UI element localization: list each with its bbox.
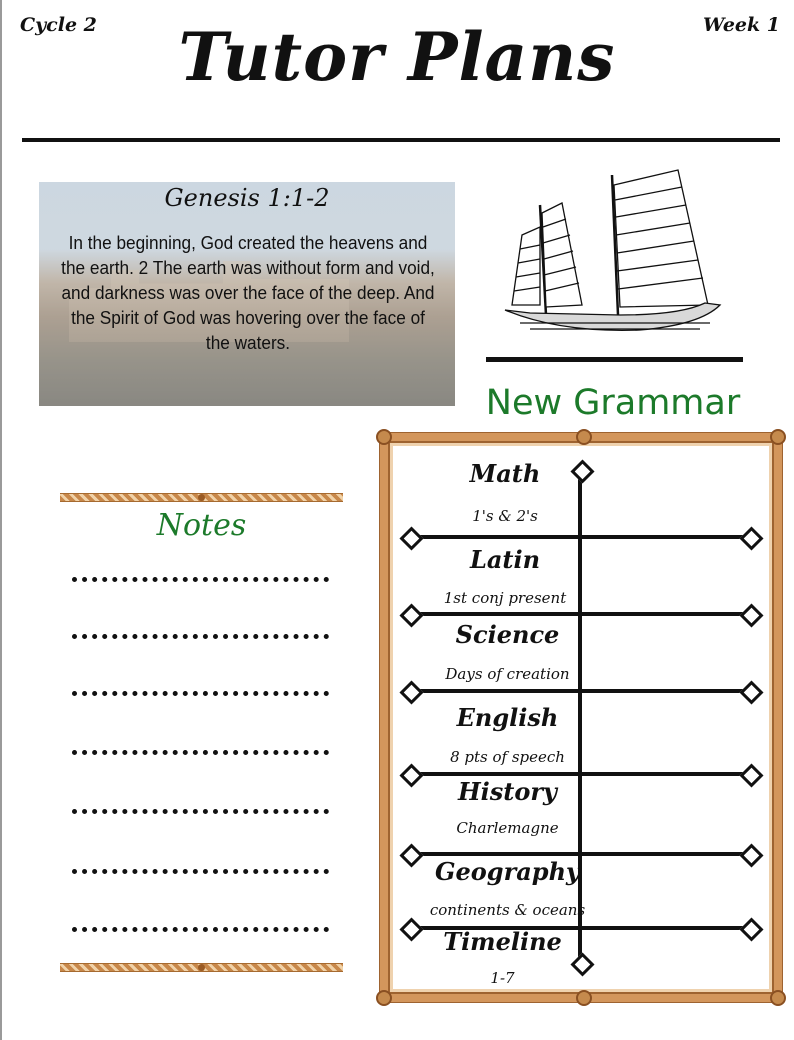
topic-history: Charlemagne <box>456 819 559 837</box>
verse-reference: Genesis 1:1-2 <box>164 184 330 212</box>
subject-math: Math <box>469 459 541 488</box>
page-title: Tutor Plans <box>178 18 616 96</box>
note-line[interactable] <box>72 634 329 639</box>
section-divider <box>410 612 750 616</box>
section-divider <box>410 689 750 693</box>
subject-history: History <box>458 777 557 806</box>
topic-latin: 1st conj present <box>443 589 567 607</box>
section-divider <box>410 772 750 776</box>
subject-latin: Latin <box>469 545 541 574</box>
memory-verse-card <box>39 182 455 406</box>
notes-heading: Notes <box>156 508 247 543</box>
notes-rope-bottom <box>60 963 343 972</box>
junk-ship-icon <box>500 165 725 335</box>
new-grammar-heading: New Grammar <box>485 383 741 423</box>
note-line[interactable] <box>72 750 329 755</box>
topic-english: 8 pts of speech <box>450 748 565 766</box>
page-edge <box>0 0 2 1040</box>
subject-english: English <box>456 703 559 732</box>
note-line[interactable] <box>72 809 329 814</box>
topic-timeline: 1-7 <box>490 969 515 987</box>
note-line[interactable] <box>72 577 329 582</box>
week-label: Week 1 <box>703 14 780 36</box>
subject-science: Science <box>455 620 560 649</box>
section-divider <box>410 852 750 856</box>
note-line[interactable] <box>72 691 329 696</box>
topic-math: 1's & 2's <box>472 507 538 525</box>
ship-divider <box>486 357 743 362</box>
note-line[interactable] <box>72 869 329 874</box>
cycle-label: Cycle 2 <box>20 14 97 36</box>
note-line[interactable] <box>72 927 329 932</box>
topic-geography: continents & oceans <box>429 901 586 919</box>
notes-rope-top <box>60 493 343 502</box>
topic-science: Days of creation <box>445 665 570 683</box>
subject-geography: Geography <box>435 857 580 886</box>
section-divider <box>410 535 750 539</box>
title-divider <box>22 138 780 142</box>
verse-text: In the beginning, God created the heavens and the earth. 2 The earth was without form and void, and darkness was over the face of the deep. And the Spirit of God was hovering over the face of the waters. <box>61 232 435 353</box>
subject-timeline: Timeline <box>443 927 562 956</box>
